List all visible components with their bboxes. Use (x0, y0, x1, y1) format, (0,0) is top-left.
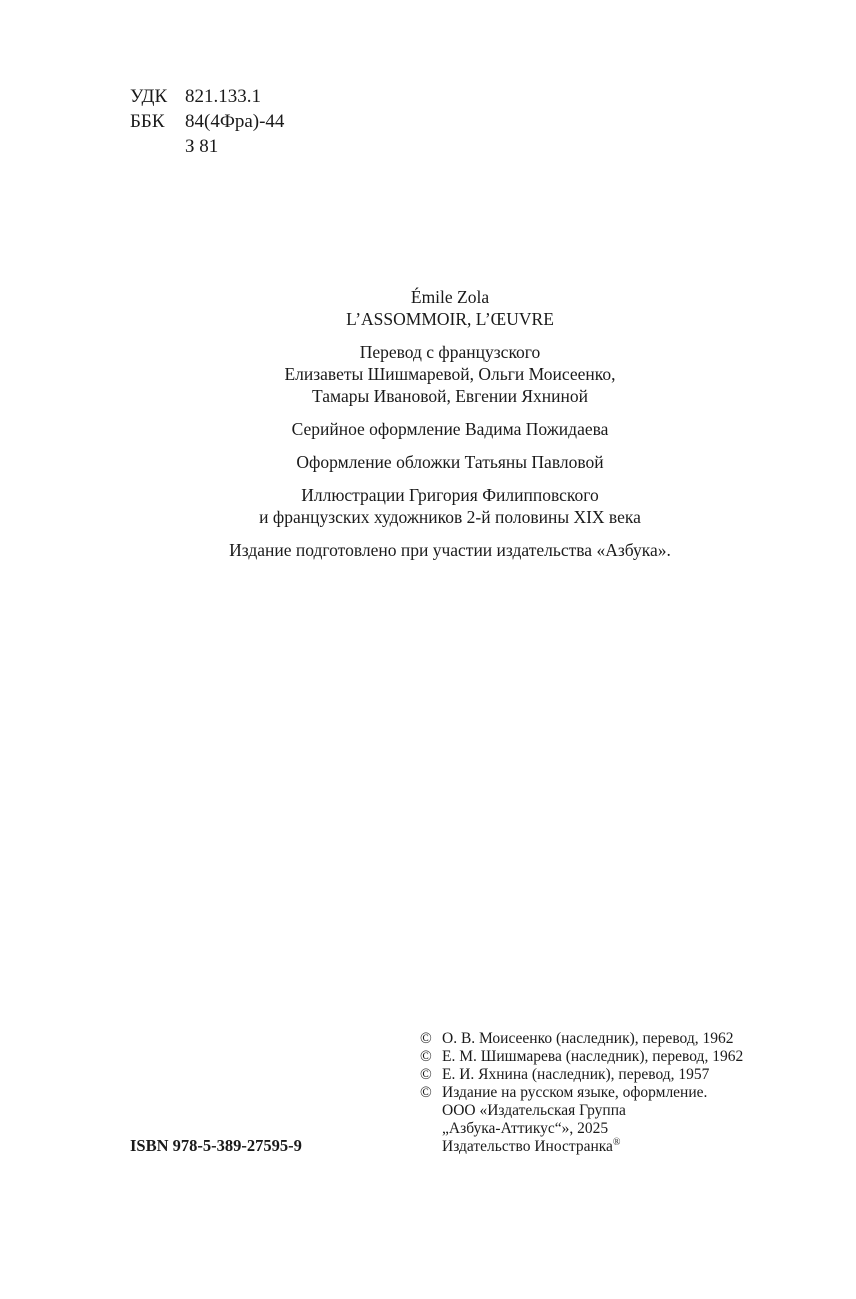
udk-label: УДК (130, 86, 168, 107)
author-sign: З 81 (185, 136, 219, 157)
copyright-icon: © (420, 1030, 432, 1047)
copyright-block (420, 1030, 743, 1156)
illustration-line: Иллюстрации Григория Филипповского (301, 485, 599, 505)
edition-note: Издание подготовлено при участии издательства «Азбука». (229, 540, 671, 560)
copyright-icon: © (420, 1048, 432, 1065)
cover-design-credit: Оформление обложки Татьяны Павловой (296, 452, 604, 472)
title-block (110, 286, 790, 572)
copyright-icon: © (420, 1084, 432, 1101)
bbk-row (130, 109, 284, 134)
translation-credits (110, 341, 790, 407)
bbk-value: 84(4Фра)-44 (185, 111, 285, 132)
udk-row (130, 84, 284, 109)
isbn-number: ISBN 978-5-389-27595-9 (130, 1136, 302, 1155)
bbk-label: ББК (130, 111, 165, 132)
translation-line: Елизаветы Шишмаревой, Ольги Моисеенко, (284, 364, 616, 384)
series-design-credit: Серийное оформление Вадима Пожидаева (291, 419, 609, 439)
translation-line: Перевод с французского (359, 342, 541, 362)
copyright-item: © Е. И. Яхнина (наследник), перевод, 1957 (420, 1066, 710, 1083)
udk-value: 821.133.1 (185, 86, 261, 107)
copyright-icon: © (420, 1066, 432, 1083)
translation-line: Тамары Ивановой, Евгении Яхниной (312, 386, 588, 406)
copyright-item: © О. В. Моисеенко (наследник), перевод, 1962 (420, 1030, 734, 1047)
copyright-item: © Е. М. Шишмарева (наследник), перевод, 1962 (420, 1048, 744, 1065)
registered-trademark-icon: ® (612, 1136, 621, 1148)
illustration-line: и французских художников 2-й половины XIX века (259, 507, 641, 527)
author-name: Émile Zola (410, 287, 490, 307)
illustration-credits (110, 484, 790, 528)
author-sign-row (130, 134, 284, 159)
copyright-item-publisher: © Издание на русском языке, оформление. ООО «Издательская Группа „Азбука-Аттикус“», 2025 Издательство Иностранка® (420, 1084, 708, 1155)
classification-codes (130, 84, 284, 159)
original-title (110, 286, 790, 330)
book-title: L’ASSOMMOIR, L’ŒUVRE (346, 309, 554, 329)
